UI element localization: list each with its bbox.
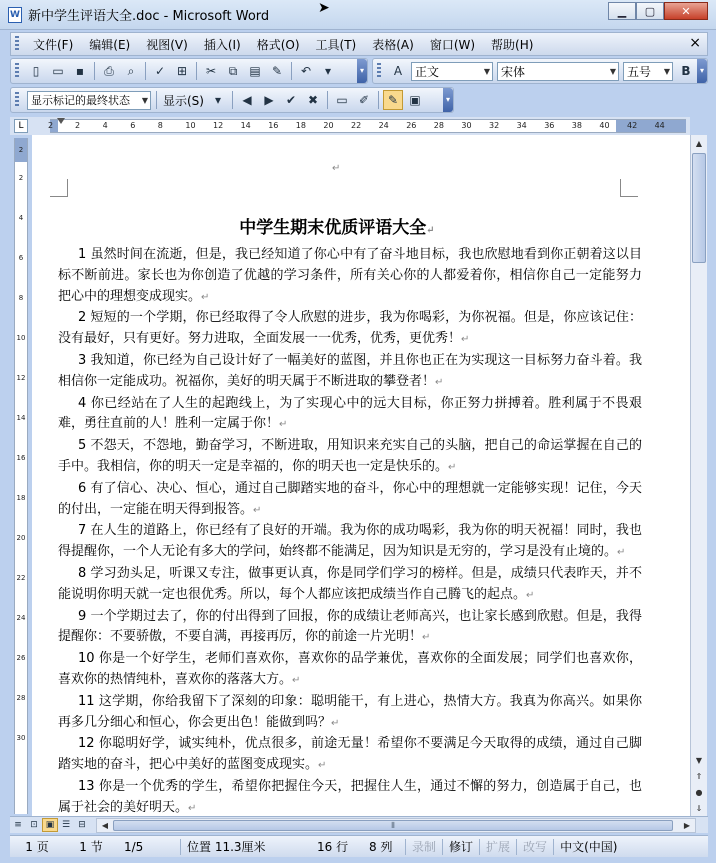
- new-document-icon[interactable]: ▯: [32, 64, 40, 78]
- window-controls: [608, 2, 708, 20]
- hscroll-thumb[interactable]: ⦀: [113, 820, 673, 831]
- styles-pane-icon[interactable]: A: [393, 64, 403, 78]
- font-size-value: 五号: [627, 64, 652, 79]
- research-icon[interactable]: ⊞: [176, 64, 188, 78]
- spelling-icon[interactable]: ✓: [154, 64, 166, 78]
- ruler-tick-label: 44: [654, 121, 665, 130]
- paragraph-text: 13 你是一个优秀的学生，希望你把握住今天，把握住人生，通过不懈的努力，创造属于自己，也属于社会的美好明天。: [58, 778, 642, 815]
- menu-insert[interactable]: 插入(I): [203, 37, 241, 52]
- vertical-ruler-tick-label: 14: [16, 414, 26, 422]
- ruler-tick-label: 2: [48, 121, 54, 130]
- paragraph-7[interactable]: [58, 521, 642, 564]
- paragraph-mark-icon: ↵: [526, 589, 535, 601]
- paragraph-mark-icon: ↵: [426, 225, 435, 236]
- menu-grip[interactable]: [15, 36, 19, 52]
- close-window-button[interactable]: ✕: [664, 2, 708, 20]
- show-menu-button[interactable]: 显示(S): [163, 93, 204, 108]
- paragraph-9[interactable]: [58, 607, 642, 650]
- paragraph-mark-icon: ↵: [461, 334, 470, 346]
- separator: [196, 62, 197, 80]
- first-line-indent-marker[interactable]: [57, 118, 65, 124]
- separator: [94, 62, 95, 80]
- chevron-down-icon[interactable]: ▾: [214, 93, 221, 107]
- paragraph-text: 5 不怨天，不怨地，勤奋学习，不断进取，用知识来充实自己的头脑，把自己的命运掌握在自己的手中。我相信，你的明天一定是幸福的，你的明天也一定是快乐的。: [58, 438, 642, 474]
- previous-page-icon[interactable]: ⇑: [695, 771, 703, 781]
- undo-dropdown-icon[interactable]: ▾: [324, 64, 332, 78]
- paragraph-1[interactable]: [58, 245, 642, 308]
- browse-object-icon[interactable]: ●: [695, 787, 703, 797]
- paragraph-text: 4 你已经站在了人生的起跑线上，为了实现心中的远大目标，你正努力拼搏着。胜利属于不畏艰难，勇往直前的人！胜利一定属于你！: [58, 395, 642, 432]
- save-icon[interactable]: ▪: [75, 64, 85, 78]
- vertical-ruler-tick-label: 12: [16, 374, 26, 382]
- display-mode-select[interactable]: [27, 91, 151, 110]
- toolbar-options-icon[interactable]: ▾: [357, 59, 367, 83]
- print-preview-icon[interactable]: ⌕: [127, 63, 135, 78]
- next-change-icon[interactable]: ▶: [264, 93, 274, 107]
- separator: [378, 91, 379, 109]
- paragraph-mark-icon: ↵: [188, 802, 197, 814]
- paragraph-4[interactable]: [58, 394, 642, 437]
- separator: [232, 91, 233, 109]
- document-title: [32, 213, 642, 238]
- standard-toolbar: [10, 58, 368, 84]
- scroll-right-icon[interactable]: ▶: [683, 821, 691, 830]
- open-folder-icon[interactable]: ▭: [52, 64, 64, 78]
- menu-table[interactable]: 表格(A): [372, 37, 414, 52]
- paragraph-mark-icon: ↵: [253, 504, 262, 516]
- word-app-icon[interactable]: W: [8, 7, 22, 23]
- title-bar: [0, 0, 716, 30]
- font-value: 宋体: [501, 64, 526, 79]
- scroll-thumb[interactable]: [692, 153, 706, 263]
- reviewing-pane-icon[interactable]: ▣: [409, 93, 421, 107]
- reviewing-toolbar: [10, 87, 454, 113]
- vertical-ruler-tick-label: 28: [16, 694, 26, 702]
- maximize-button[interactable]: ▢: [636, 2, 664, 20]
- toolbar-grip[interactable]: [15, 92, 19, 108]
- paragraph-text: 11 这学期，你给我留下了深刻的印象：聪明能干，有上进心，热情大方。我真为你高兴。如果你再多几分细心和恒心，你会更出色！能做到吗？: [58, 693, 642, 730]
- tab-selector[interactable]: L: [14, 119, 28, 133]
- menu-help[interactable]: 帮助(H): [491, 37, 534, 52]
- separator: [145, 62, 146, 80]
- print-layout-icon[interactable]: ▣: [42, 818, 58, 832]
- menu-view[interactable]: 视图(V): [146, 37, 188, 52]
- scroll-bottom-controls: [691, 752, 707, 816]
- vertical-scrollbar[interactable]: [690, 135, 707, 816]
- chevron-down-icon: ▼: [483, 66, 490, 76]
- status-record[interactable]: 录制: [412, 840, 437, 854]
- paragraph-2[interactable]: [58, 308, 642, 351]
- vertical-ruler-tick-label: 2: [18, 174, 24, 182]
- paragraph-mark-icon: ↵: [331, 717, 340, 729]
- ruler-tick-label: 12: [213, 121, 224, 130]
- paragraph-12[interactable]: [58, 734, 642, 777]
- status-bar: [10, 835, 708, 857]
- menu-format[interactable]: 格式(O): [256, 37, 300, 52]
- ruler-tick-label: 16: [268, 121, 279, 130]
- vertical-ruler-tick-label: 26: [16, 654, 26, 662]
- vertical-ruler-tick-label: 16: [16, 454, 26, 462]
- highlight-icon[interactable]: ✐: [358, 93, 370, 107]
- ruler-tick-label: 40: [599, 121, 610, 130]
- status-language: 中文(中国): [560, 840, 618, 854]
- copy-icon[interactable]: ⧉: [228, 63, 238, 78]
- paragraph-mark-icon: ↵: [435, 376, 444, 388]
- vertical-ruler-tick-label: 18: [16, 494, 26, 502]
- menu-window[interactable]: 窗口(W): [429, 37, 476, 52]
- status-pages: 1/5: [124, 839, 144, 854]
- paragraph-text: 7 在人生的道路上，你已经有了良好的开端。我为你的成功喝彩，我为你的明天祝福！同时，我也得提醒你，一个人无论有多大的学问，始终都不能满足，因为知识是无穷的，学习是没有止境的。: [58, 523, 642, 560]
- status-position: 位置 11.3厘米: [187, 840, 266, 854]
- toolbar-grip[interactable]: [15, 63, 19, 79]
- font-size-select[interactable]: [623, 62, 673, 81]
- document-page[interactable]: [32, 135, 690, 816]
- mouse-pointer-icon: ➤: [318, 0, 330, 16]
- paragraph-10[interactable]: [58, 649, 642, 692]
- ruler-tick-label: 10: [185, 121, 196, 130]
- vertical-ruler-tick-label: 4: [18, 214, 24, 222]
- paragraph-mark-icon: ↵: [448, 461, 457, 473]
- paragraph-mark-icon: ↵: [279, 419, 288, 431]
- vertical-ruler-tick-label: 6: [18, 254, 24, 262]
- scroll-up-icon[interactable]: ▲: [695, 138, 703, 148]
- previous-change-icon[interactable]: ◀: [242, 93, 252, 107]
- ruler-tick-label: 30: [461, 121, 472, 130]
- status-overtype[interactable]: 改写: [523, 840, 548, 854]
- ruler-tick-label: 38: [571, 121, 582, 130]
- separator: [327, 91, 328, 109]
- display-mode-value: 显示标记的最终状态: [31, 94, 130, 107]
- document-title-text: 中学生期末优质评语大全: [239, 218, 427, 238]
- crop-mark: [620, 179, 638, 197]
- vertical-ruler[interactable]: [14, 138, 28, 814]
- status-section: 1 节: [79, 840, 103, 854]
- normal-view-icon[interactable]: ≡: [14, 820, 22, 830]
- view-and-hscroll-bar: [10, 816, 708, 833]
- next-page-icon[interactable]: ⇓: [695, 803, 703, 813]
- paragraph-text: 6 有了信心、决心、恒心，通过自己脚踏实地的奋斗，你心中的理想就一定能够实现！记住，今天的付出，一定能在明天得到报答。: [58, 480, 642, 517]
- paragraph-mark-icon: ↵: [422, 632, 431, 644]
- paragraph-5[interactable]: [58, 436, 642, 479]
- chevron-down-icon: ▼: [663, 66, 670, 76]
- paragraph-text: 9 一个学期过去了，你的付出得到了回报，你的成绩让老师高兴，也让家长感到欣慰。但是，我得提醒你：不要骄傲，不要自满，再接再厉，你的前途一片光明！: [58, 608, 642, 645]
- paragraph-text: 1 虽然时间在流逝，但是，我已经知道了你心中有了奋斗地目标，我也欣慰地看到你正朝着这以目标不断前进。家长也为你创造了优越的学习条件，所有关心你的人都爱着你，相信你自己一定能努力把心中的理想变成现实。: [58, 247, 642, 304]
- vertical-ruler-tick-label: 24: [16, 614, 26, 622]
- paragraph-mark-icon: ↵: [292, 674, 301, 686]
- minimize-button[interactable]: ▁: [608, 2, 636, 20]
- horizontal-ruler[interactable]: [50, 119, 686, 133]
- paragraph-text: 12 你聪明好学，诚实纯朴，优点很多，前途无量！希望你不要满足今天取得的成绩，通过自己脚踏实地的奋斗，把心中美好的蓝图变成现实。: [58, 736, 642, 773]
- chevron-down-icon: ▼: [141, 95, 148, 105]
- separator: [291, 62, 292, 80]
- menu-bar: [10, 32, 708, 56]
- ruler-tick-label: 42: [627, 121, 638, 130]
- status-extend[interactable]: 扩展: [486, 840, 511, 854]
- paragraph-8[interactable]: [58, 564, 642, 607]
- print-icon[interactable]: ⎙: [104, 63, 114, 78]
- scroll-left-icon[interactable]: ◀: [101, 821, 109, 830]
- insert-comment-icon[interactable]: ▭: [336, 93, 348, 107]
- format-painter-icon[interactable]: ✎: [271, 64, 283, 78]
- undo-icon[interactable]: ↶: [300, 64, 312, 78]
- bold-button[interactable]: B: [681, 64, 691, 78]
- font-select[interactable]: [497, 62, 619, 81]
- style-value: 正文: [415, 64, 440, 79]
- horizontal-ruler-row: [10, 117, 690, 135]
- vertical-ruler-tick-label: 20: [16, 534, 26, 542]
- paragraph-mark-icon: ↵: [617, 547, 626, 559]
- crop-mark: [50, 179, 68, 197]
- reject-change-icon[interactable]: ✖: [307, 93, 319, 107]
- chevron-down-icon: ▼: [609, 66, 616, 76]
- style-select[interactable]: [411, 62, 493, 81]
- paragraph-text: 3 我知道，你已经为自己设计好了一幅美好的蓝图，并且你也正在为实现这一目标努力奋斗着。我相信你一定能成功。祝福你，美好的明天属于不断进取的攀登者！: [58, 352, 642, 389]
- paragraph-text: 2 短短的一个学期，你已经取得了令人欣慰的进步，我为你喝彩，为你祝福。但是，你应该记住：没有最好，只有更好。努力进取，全面发展一一优秀，优秀，更优秀！: [58, 310, 642, 347]
- toolbar-options-icon[interactable]: ▾: [443, 88, 453, 112]
- ruler-tick-label: 32: [489, 121, 500, 130]
- vertical-ruler-tick-label: 2: [18, 146, 24, 154]
- ruler-tick-label: 26: [406, 121, 417, 130]
- status-track-changes[interactable]: 修订: [449, 840, 474, 854]
- ruler-tick-label: 14: [240, 121, 251, 130]
- horizontal-scrollbar[interactable]: [96, 818, 696, 833]
- cut-icon[interactable]: ✂: [205, 64, 217, 78]
- vertical-ruler-tick-label: 22: [16, 574, 26, 582]
- menu-file[interactable]: 文件(F): [33, 37, 74, 52]
- paragraph-mark-icon: ↵: [201, 291, 210, 303]
- status-column: 8 列: [369, 840, 393, 854]
- track-changes-icon[interactable]: ✎: [383, 90, 403, 110]
- paragraph-mark-icon: ↵: [318, 760, 327, 772]
- paragraph-text: 8 学习劲头足，听课又专注，做事更认真，你是同学们学习的榜样。但是，成绩只代表昨天，并不能说明你明天就一定也很优秀。所以，每个人都应该把成绩当作自己腾飞的起点。: [58, 565, 642, 602]
- paste-icon[interactable]: ▤: [249, 64, 261, 78]
- ruler-tick-label: 8: [157, 121, 163, 130]
- paragraph-13[interactable]: [58, 777, 642, 816]
- ruler-tick-label: 22: [351, 121, 362, 130]
- outline-view-icon[interactable]: ☰: [61, 820, 71, 830]
- separator: [156, 91, 157, 109]
- ruler-tick-label: 28: [433, 121, 444, 130]
- paragraph-mark-icon: ↵: [332, 163, 341, 174]
- paragraph-3[interactable]: [58, 351, 642, 394]
- menu-tools[interactable]: 工具(T): [315, 37, 357, 52]
- ruler-tick-label: 2: [75, 121, 81, 130]
- paragraph-11[interactable]: [58, 692, 642, 735]
- scroll-down-icon[interactable]: ▼: [695, 755, 703, 765]
- status-page: 1 页: [25, 840, 49, 854]
- accept-change-icon[interactable]: ✔: [285, 93, 297, 107]
- toolbar-options-icon[interactable]: ▾: [697, 59, 707, 83]
- formatting-toolbar: [372, 58, 708, 84]
- window-title: 新中学生评语大全.doc - Microsoft Word: [28, 9, 270, 24]
- ruler-tick-label: 6: [130, 121, 136, 130]
- menu-edit[interactable]: 编辑(E): [89, 37, 131, 52]
- web-layout-icon[interactable]: ⊡: [30, 820, 38, 830]
- ruler-tick-label: 4: [102, 121, 108, 130]
- ruler-tick-label: 20: [323, 121, 334, 130]
- vertical-ruler-tick-label: 10: [16, 334, 26, 342]
- paragraph-6[interactable]: [58, 479, 642, 522]
- status-line: 16 行: [317, 840, 349, 854]
- toolbar-grip[interactable]: [377, 63, 381, 79]
- vertical-ruler-tick-label: 8: [18, 294, 24, 302]
- vertical-ruler-tick-label: 30: [16, 734, 26, 742]
- ruler-tick-label: 36: [544, 121, 555, 130]
- paragraph-text: 10 你是一个好学生，老师们喜欢你，喜欢你的品学兼优，喜欢你的全面发展；同学们也喜欢你，喜欢你的热情纯朴，喜欢你的落落大方。: [58, 651, 642, 687]
- reading-layout-icon[interactable]: ⊟: [78, 820, 86, 830]
- close-document-button[interactable]: ×: [689, 35, 701, 51]
- ruler-tick-label: 34: [516, 121, 527, 130]
- ruler-tick-label: 18: [295, 121, 306, 130]
- ruler-tick-label: 24: [378, 121, 389, 130]
- document-body[interactable]: [58, 245, 642, 816]
